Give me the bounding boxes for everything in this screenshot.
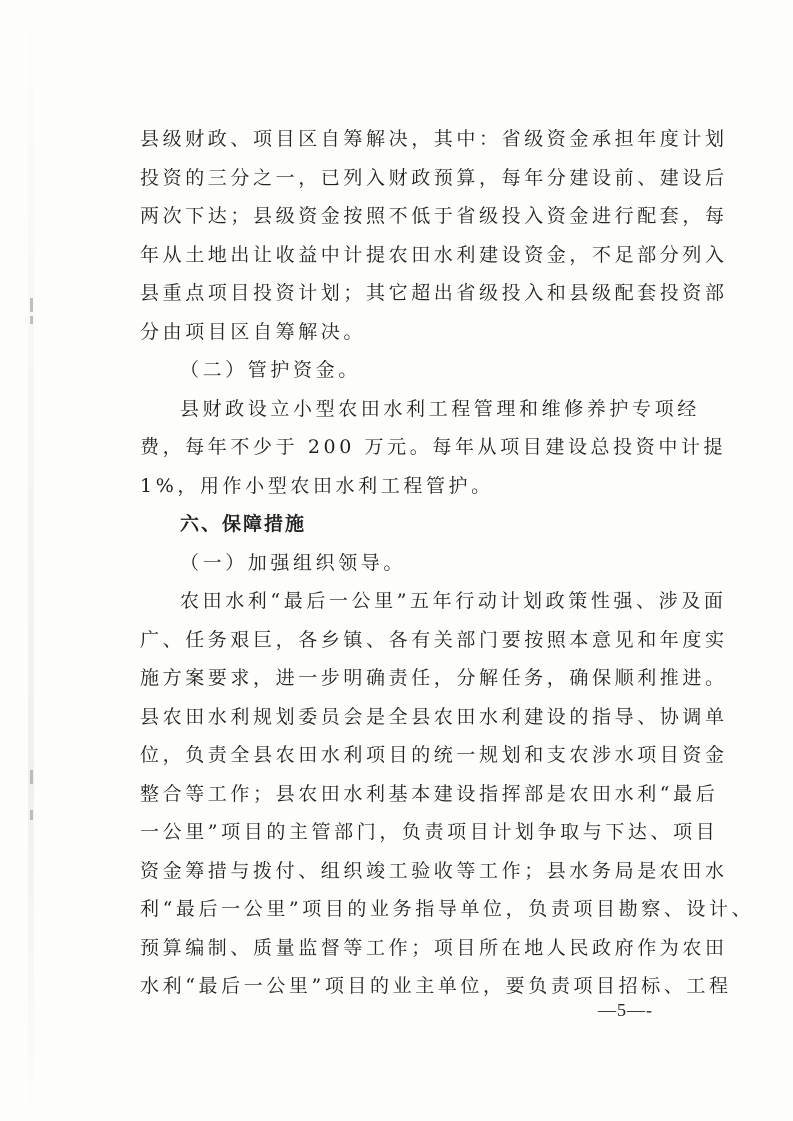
paragraph-line: 农田水利“最后一公里”五年行动计划政策性强、涉及面 <box>180 590 727 612</box>
paragraph-line: 利“最后一公里”项目的业务指导单位，负责项目勘察、设计、 <box>140 898 755 920</box>
paragraph-line: 县财政设立小型农田水利工程管理和维修养护专项经 <box>180 397 700 420</box>
paragraph-line: 资金筹措与拨付、组织竣工验收等工作；县水务局是农田水 <box>140 859 728 882</box>
paragraph-line: 整合等工作；县农田水利基本建设指挥部是农田水利“最后 <box>140 782 719 805</box>
scan-artifact <box>30 770 33 784</box>
paragraph-line: 两次下达；县级资金按照不低于省级投入资金进行配套，每 <box>140 205 728 227</box>
scan-artifact <box>30 298 33 312</box>
scan-edge-shadow <box>28 0 34 1121</box>
paragraph-line: 县级财政、项目区自筹解决，其中：省级资金承担年度计划 <box>140 128 728 150</box>
paragraph-line: 水利“最后一公里”项目的业主单位，要负责项目招标、工程 <box>140 975 732 997</box>
paragraph-line: 投资的三分之一，已列入财政预算，每年分建设前、建设后 <box>140 166 728 189</box>
paragraph-line: 费，每年不少于 200 万元。每年从项目建设总投资中计提 <box>140 436 727 458</box>
paragraph-line: 位，负责全县农田水利项目的统一规划和支农涉水项目资金 <box>140 744 728 766</box>
paragraph-line: 1%，用作小型农田水利工程管护。 <box>140 474 494 497</box>
subsection-heading: （二）管护资金。 <box>180 359 361 381</box>
paragraph-line: 广、任务艰巨，各乡镇、各有关部门要按照本意见和年度实 <box>140 628 728 651</box>
section-heading: 六、保障措施 <box>180 513 307 535</box>
paragraph-line: 县农田水利规划委员会是全县农田水利建设的指导、协调单 <box>140 705 728 728</box>
paragraph-line: 年从土地出让收益中计提农田水利建设资金，不足部分列入 <box>140 243 728 266</box>
paragraph-line: 分由项目区自筹解决。 <box>140 320 367 343</box>
scan-artifact <box>30 316 33 324</box>
scan-artifact <box>30 810 33 820</box>
paragraph-line: 县重点项目投资计划；其它超出省级投入和县级配套投资部 <box>140 282 728 304</box>
paragraph-line: 一公里”项目的主管部门，负责项目计划争取与下达、项目 <box>140 821 719 843</box>
body-text <box>140 120 755 1006</box>
page-number: —5—- <box>598 1000 653 1020</box>
paragraph-line: 施方案要求，进一步明确责任，分解任务，确保顺利推进。 <box>140 667 728 689</box>
paragraph-line: 预算编制、质量监督等工作；项目所在地人民政府作为农田 <box>140 936 728 959</box>
subsection-heading: （一）加强组织领导。 <box>180 551 407 574</box>
